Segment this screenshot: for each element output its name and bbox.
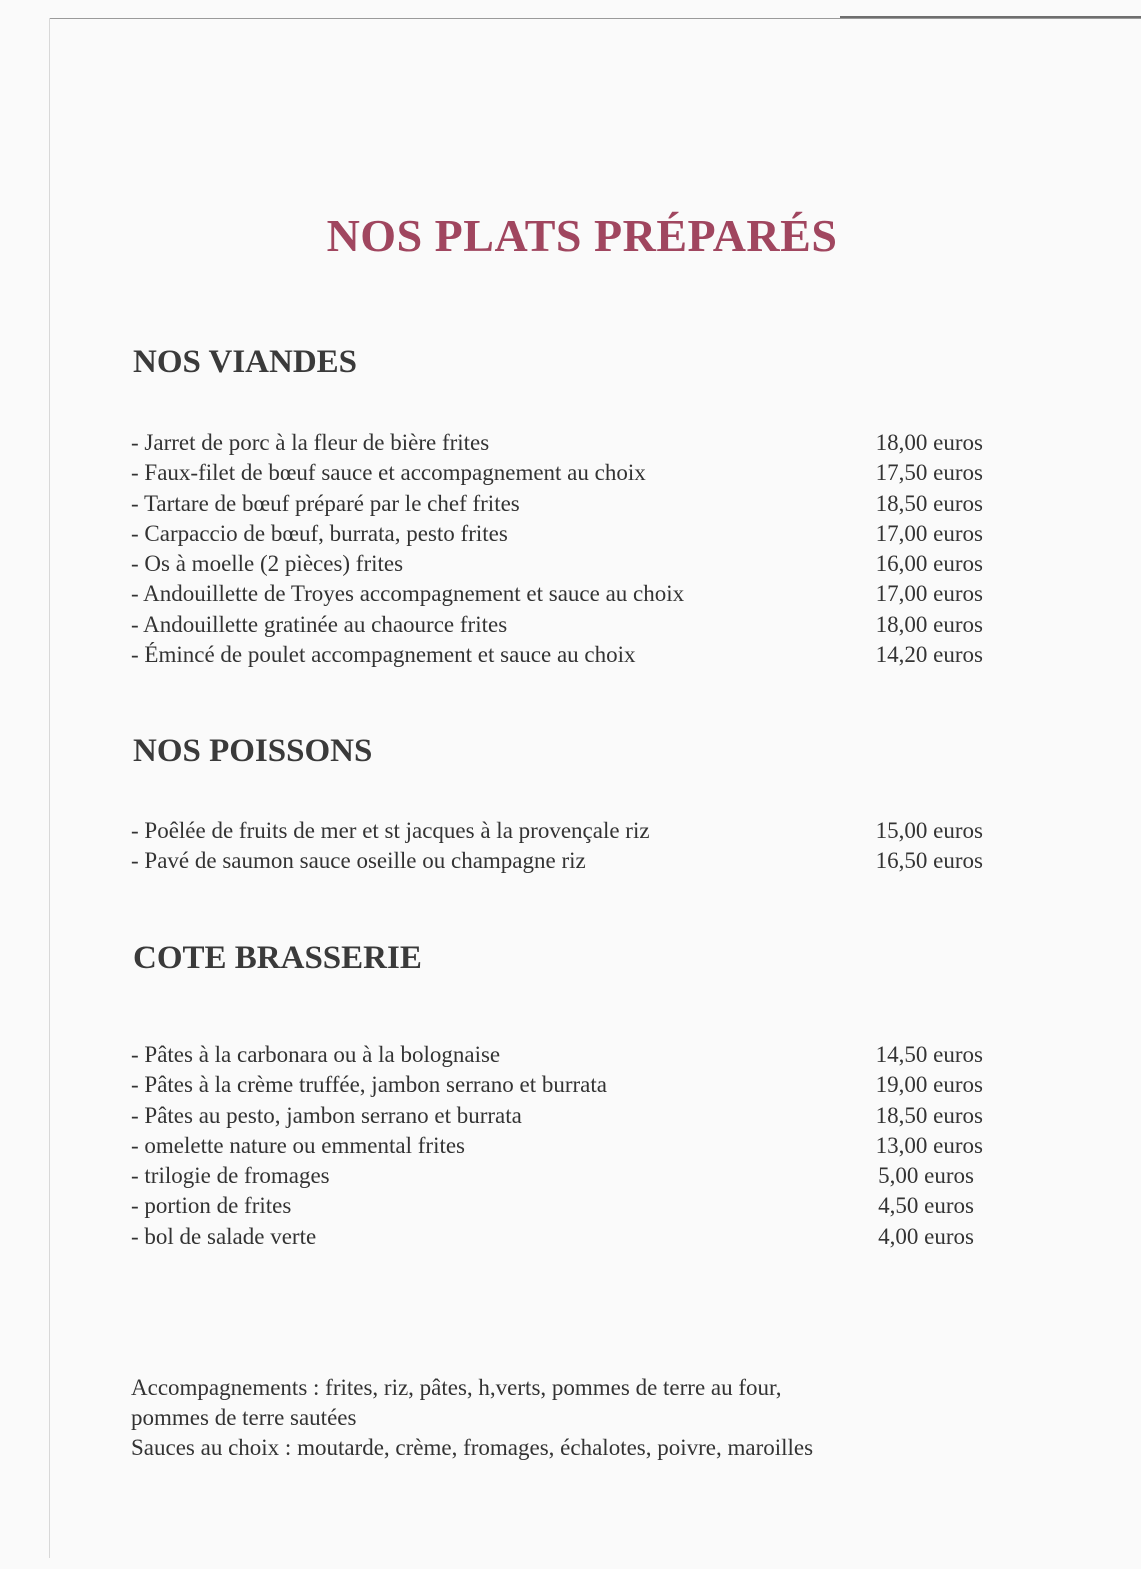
item-name: - Os à moelle (2 pièces) frites xyxy=(131,551,404,577)
section-heading-brasserie: COTE BRASSERIE xyxy=(133,940,422,976)
scan-edge-top xyxy=(50,18,1141,19)
menu-item xyxy=(131,489,983,519)
item-price: 17,50 euros xyxy=(875,460,983,486)
section-heading-viandes: NOS VIANDES xyxy=(133,344,358,380)
item-name: - Andouillette de Troyes accompagnement et sauce au choix xyxy=(131,581,685,607)
item-price: 18,50 euros xyxy=(875,490,983,516)
accompagnements-note-line2: pommes de terre sautées xyxy=(131,1405,357,1430)
item-price: 18,00 euros xyxy=(875,430,983,455)
item-name: - bol de salade verte xyxy=(131,1223,317,1249)
menu-item xyxy=(131,1191,983,1221)
menu-item xyxy=(131,579,983,609)
item-name: - Jarret de porc à la fleur de bière frites xyxy=(131,430,490,455)
menu-item xyxy=(131,1161,983,1191)
accompagnements-note-line1: Accompagnements : frites, riz, pâtes, h,verts, pommes de terre au four, xyxy=(131,1375,782,1400)
item-name: - trilogie de fromages xyxy=(131,1163,330,1189)
item-name: - Andouillette gratinée au chaource frites xyxy=(131,611,508,637)
item-name: - Tartare de bœuf préparé par le chef frites xyxy=(131,490,520,516)
item-price: 18,00 euros xyxy=(875,611,983,637)
item-price: 17,00 euros xyxy=(875,520,983,546)
menu-item xyxy=(131,1101,983,1131)
item-name: - portion de frites xyxy=(131,1193,292,1219)
item-price: 4,00 euros xyxy=(878,1223,974,1249)
item-price: 13,00 euros xyxy=(875,1132,983,1158)
item-price: 14,20 euros xyxy=(875,642,983,668)
page-title: NOS PLATS PRÉPARÉS xyxy=(326,209,838,261)
menu-item xyxy=(131,1222,983,1252)
item-price: 18,50 euros xyxy=(875,1102,983,1128)
sauces-note: Sauces au choix : moutarde, crème, fromages, échalotes, poivre, maroilles xyxy=(131,1435,814,1460)
item-name: - Pâtes à la crème truffée, jambon serrano et burrata xyxy=(131,1072,607,1098)
item-price: 16,00 euros xyxy=(875,551,983,577)
item-name: - Pâtes au pesto, jambon serrano et burrata xyxy=(131,1102,522,1128)
menu-item xyxy=(131,640,983,670)
menu-item xyxy=(131,428,983,458)
item-name: - Émincé de poulet accompagnement et sauce au choix xyxy=(131,642,636,668)
menu-item xyxy=(131,816,983,846)
item-price: 14,50 euros xyxy=(875,1042,983,1067)
item-price: 4,50 euros xyxy=(878,1193,974,1219)
menu-item xyxy=(131,458,983,488)
scan-edge-top-dark xyxy=(840,16,1141,18)
menu-item xyxy=(131,1131,983,1161)
section-heading-poissons: NOS POISSONS xyxy=(133,733,373,769)
item-price: 17,00 euros xyxy=(875,581,983,607)
menu-item xyxy=(131,610,983,640)
menu-item xyxy=(131,1070,983,1100)
item-price: 16,50 euros xyxy=(875,848,983,874)
brasserie-list xyxy=(131,1040,983,1252)
item-name: - Pavé de saumon sauce oseille ou champagne riz xyxy=(131,848,586,874)
menu-item xyxy=(131,846,983,876)
item-name: - Pâtes à la carbonara ou à la bolognaise xyxy=(131,1042,501,1067)
viandes-list xyxy=(131,428,983,670)
menu-item xyxy=(131,1040,983,1070)
item-name: - omelette nature ou emmental frites xyxy=(131,1132,466,1158)
item-price: 5,00 euros xyxy=(878,1163,974,1189)
menu-notes xyxy=(131,1373,813,1463)
item-price: 19,00 euros xyxy=(875,1072,983,1098)
poissons-list xyxy=(131,816,983,877)
item-name: - Faux-filet de bœuf sauce et accompagnement au choix xyxy=(131,460,646,486)
item-name: - Poêlée de fruits de mer et st jacques à la provençale riz xyxy=(131,818,650,843)
menu-item xyxy=(131,519,983,549)
item-name: - Carpaccio de bœuf, burrata, pesto frites xyxy=(131,520,508,546)
item-price: 15,00 euros xyxy=(875,818,983,843)
menu-item xyxy=(131,549,983,579)
